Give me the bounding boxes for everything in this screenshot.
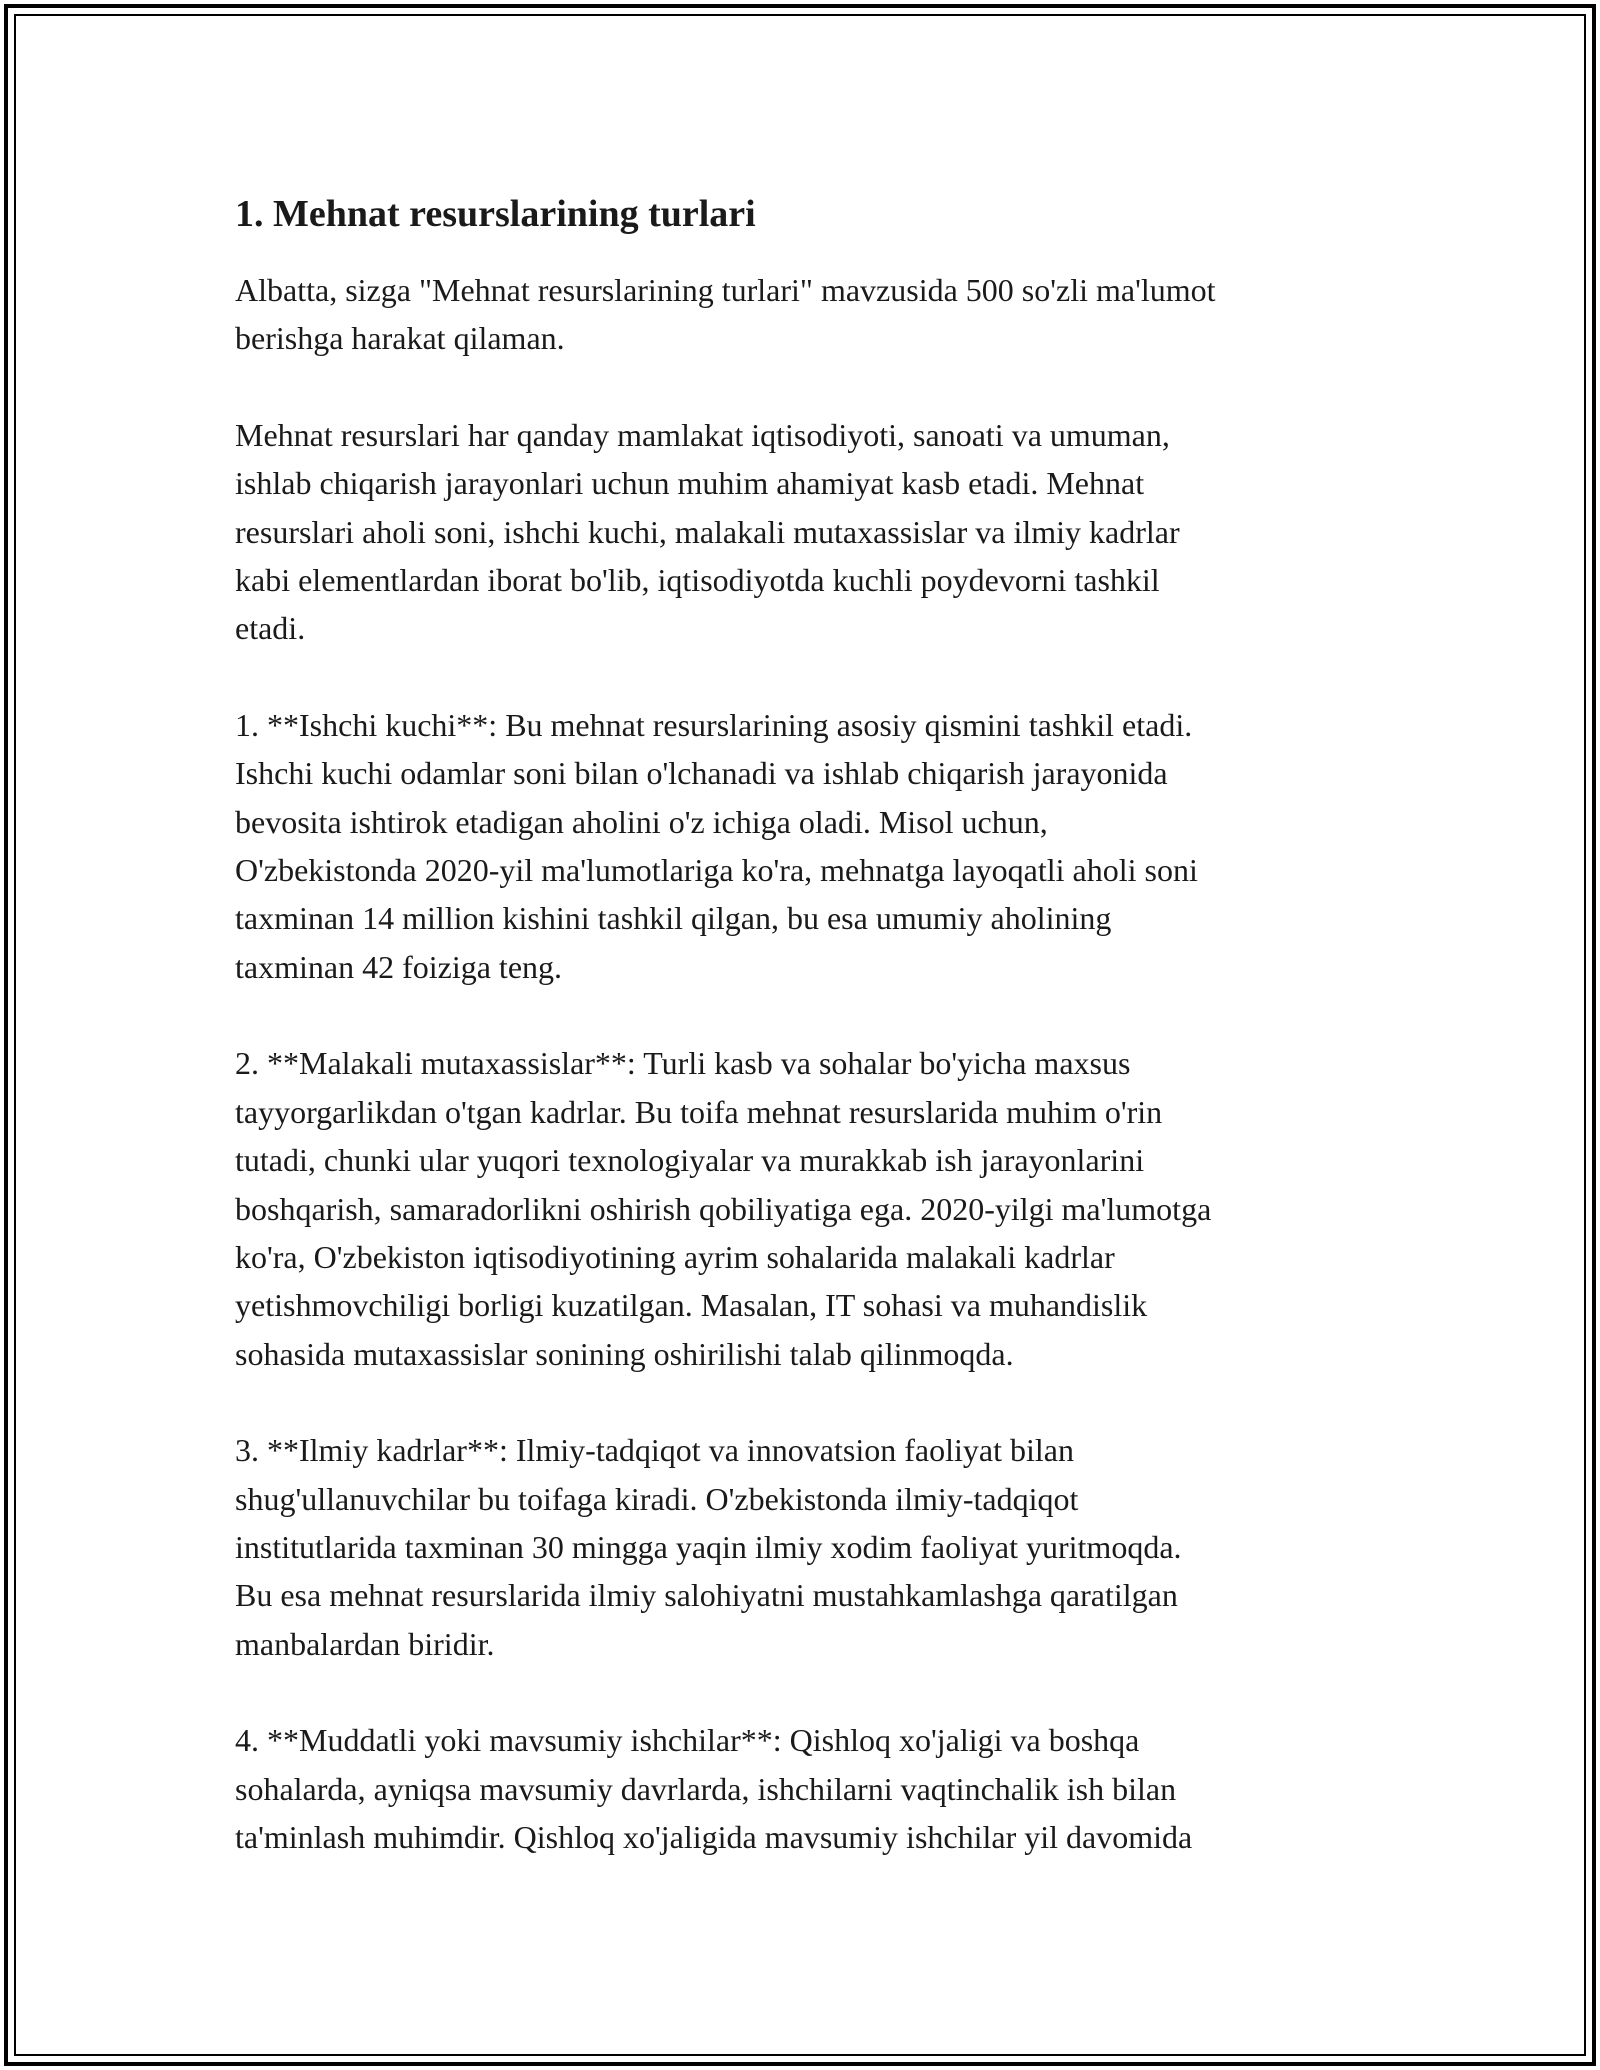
paragraph-skilled-specialists: 2. **Malakali mutaxassislar**: Turli kasb va sohalar bo'yicha maxsus tayyorgarlikdan o'tgan kadrlar. Bu toifa mehnat resurslarida muhim o'rin tutadi, chunki ular yuqori texnologiyalar va murakkab ish jarayonlarini boshqarish, samaradorlikni oshirish qobiliyatiga ega. 2020-yilgi ma'lumotga ko'ra, O'zbekiston iqtisodiyotining ayrim sohalarida malakali kadrlar yetishmovchiligi borligi kuzatilgan. Masalan, IT sohasi va muhandislik sohasida mutaxassislar sonining oshirilishi talab qilinmoqda. xyxy=(235,1045,1212,1372)
section-title: 1. Mehnat resurslarining turlari xyxy=(235,193,756,235)
paragraph-intro: Albatta, sizga "Mehnat resurslarining turlari" mavzusida 500 so'zli ma'lumot berishga harakat qilaman. xyxy=(235,272,1216,357)
paragraph-scientific-staff: 3. **Ilmiy kadrlar**: Ilmiy-tadqiqot va innovatsion faoliyat bilan shug'ullanuvchilar bu toifaga kiradi. O'zbekistonda ilmiy-tadqiqot institutlarida taxminan 30 mingga yaqin ilmiy xodim faoliyat yuritmoqda. Bu esa mehnat resurslarida ilmiy salohiyatni mustahkamlashga qaratilgan manbalardan biridir. xyxy=(235,1432,1182,1662)
document-body xyxy=(235,186,1375,1909)
paragraph-overview: Mehnat resurslari har qanday mamlakat iqtisodiyoti, sanoati va umuman, ishlab chiqarish jarayonlari uchun muhim ahamiyat kasb etadi. Mehnat resurslari aholi soni, ishchi kuchi, malakali mutaxassislar va ilmiy kadrlar kabi elementlardan iborat bo'lib, iqtisodiyotda kuchli poydevorni tashkil etadi. xyxy=(235,416,1180,647)
paragraph-seasonal-workers: 4. **Muddatli yoki mavsumiy ishchilar**: Qishloq xo'jaligi va boshqa sohalarda, ayniqsa mavsumiy davrlarda, ishchilarni vaqtinchalik ish bilan ta'minlash muhimdir. Qishloq xo'jaligida mavsumiy ishchilar yil davomida xyxy=(235,1722,1193,1855)
paragraph-labor-force: 1. **Ishchi kuchi**: Bu mehnat resurslarining asosiy qismini tashkil etadi. Ishchi kuchi odamlar soni bilan o'lchanadi va ishlab chiqarish jarayonida bevosita ishtirok etadigan aholini o'z ichiga oladi. Misol uchun, O'zbekistonda 2020-yil ma'lumotlariga ko'ra, mehnatga layoqatli aholi soni taxminan 14 million kishini tashkil qilgan, bu esa umumiy aholining taxminan 42 foiziga teng. xyxy=(235,706,1198,985)
